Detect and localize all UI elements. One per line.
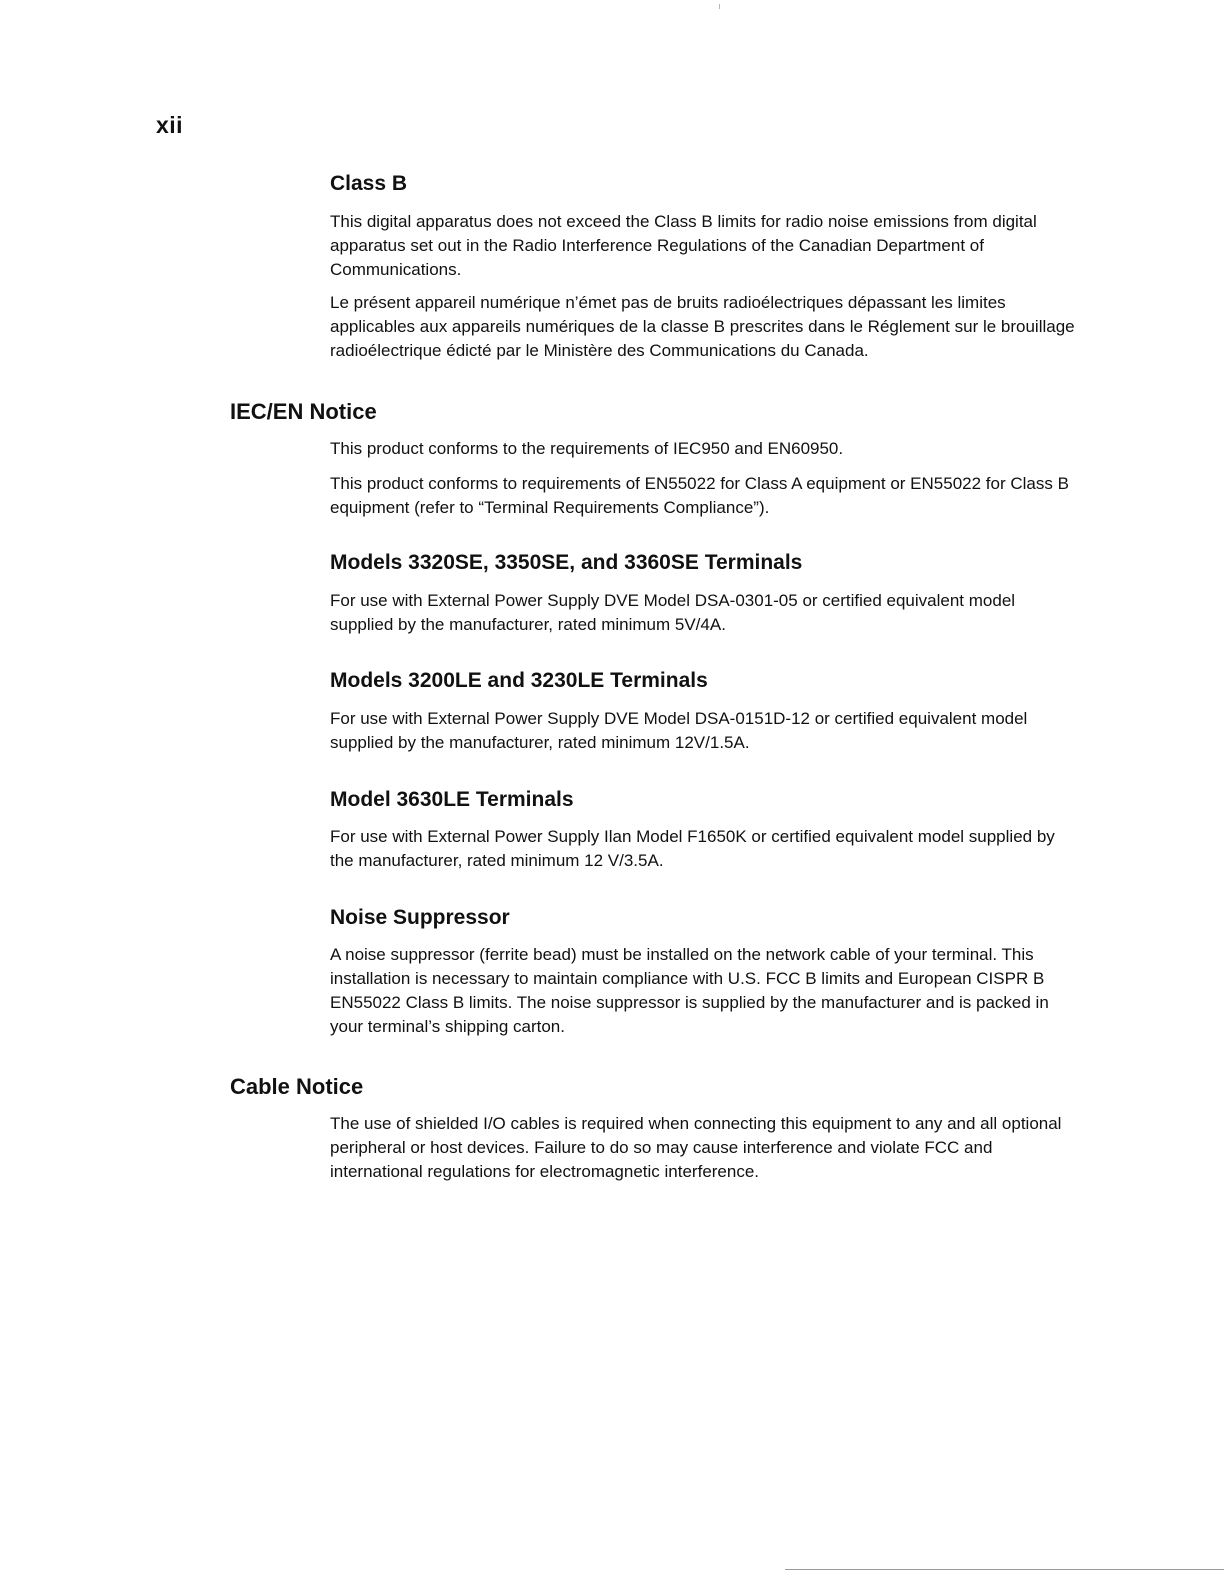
cable-notice-paragraph: The use of shielded I/O cables is required when connecting this equipment to any and all optional peripheral or host devices. Failure to do so may cause interference and violate FCC and international regulations for electromagnetic interference. (330, 1114, 1062, 1181)
models-le-heading: Models 3200LE and 3230LE Terminals (330, 669, 708, 692)
noise-suppressor-heading: Noise Suppressor (330, 906, 510, 929)
class-b-french-paragraph: Le présent appareil numérique n’émet pas de bruits radioélectriques dépassant les limites applicables aux appareils numériques de la classe B prescrites dans le Réglement sur le brouillage radioélectrique édicté par le Ministère des Communications du Canada. (330, 293, 1075, 360)
models-se-heading: Models 3320SE, 3350SE, and 3360SE Terminals (330, 551, 803, 574)
iec-en-paragraph-2: This product conforms to requirements of EN55022 for Class A equipment or EN55022 for Class B equipment (refer to “Terminal Requirements Compliance”). (330, 474, 1069, 517)
scan-artifact-mark (719, 4, 720, 9)
model-3630le-heading: Model 3630LE Terminals (330, 788, 574, 811)
models-se-paragraph: For use with External Power Supply DVE Model DSA-0301-05 or certified equivalent model supplied by the manufacturer, rated minimum 5V/4A. (330, 591, 1016, 634)
class-b-english-paragraph: This digital apparatus does not exceed the Class B limits for radio noise emissions from digital apparatus set out in the Radio Interference Regulations of the Canadian Department of Communications. (330, 212, 1037, 279)
iec-en-paragraph-1: This product conforms to the requirements of IEC950 and EN60950. (330, 439, 844, 458)
class-b-heading: Class B (330, 172, 408, 195)
cable-notice-heading: Cable Notice (230, 1074, 364, 1099)
model-3630le-paragraph: For use with External Power Supply Ilan Model F1650K or certified equivalent model supplied by the manufacturer, rated minimum 12 V/3.5A. (330, 827, 1055, 870)
scan-artifact-line (785, 1569, 1224, 1570)
page-number: xii (156, 112, 184, 138)
noise-suppressor-paragraph: A noise suppressor (ferrite bead) must be installed on the network cable of your terminal. This installation is necessary to maintain compliance with U.S. FCC B limits and European CISPR B EN55022 Class B limits. The noise suppressor is supplied by the manufacturer and is packed in your terminal’s shipping carton. (330, 945, 1049, 1036)
iec-en-notice-heading: IEC/EN Notice (230, 399, 377, 424)
models-le-paragraph: For use with External Power Supply DVE Model DSA-0151D-12 or certified equivalent model supplied by the manufacturer, rated minimum 12V/1.5A. (330, 709, 1028, 752)
